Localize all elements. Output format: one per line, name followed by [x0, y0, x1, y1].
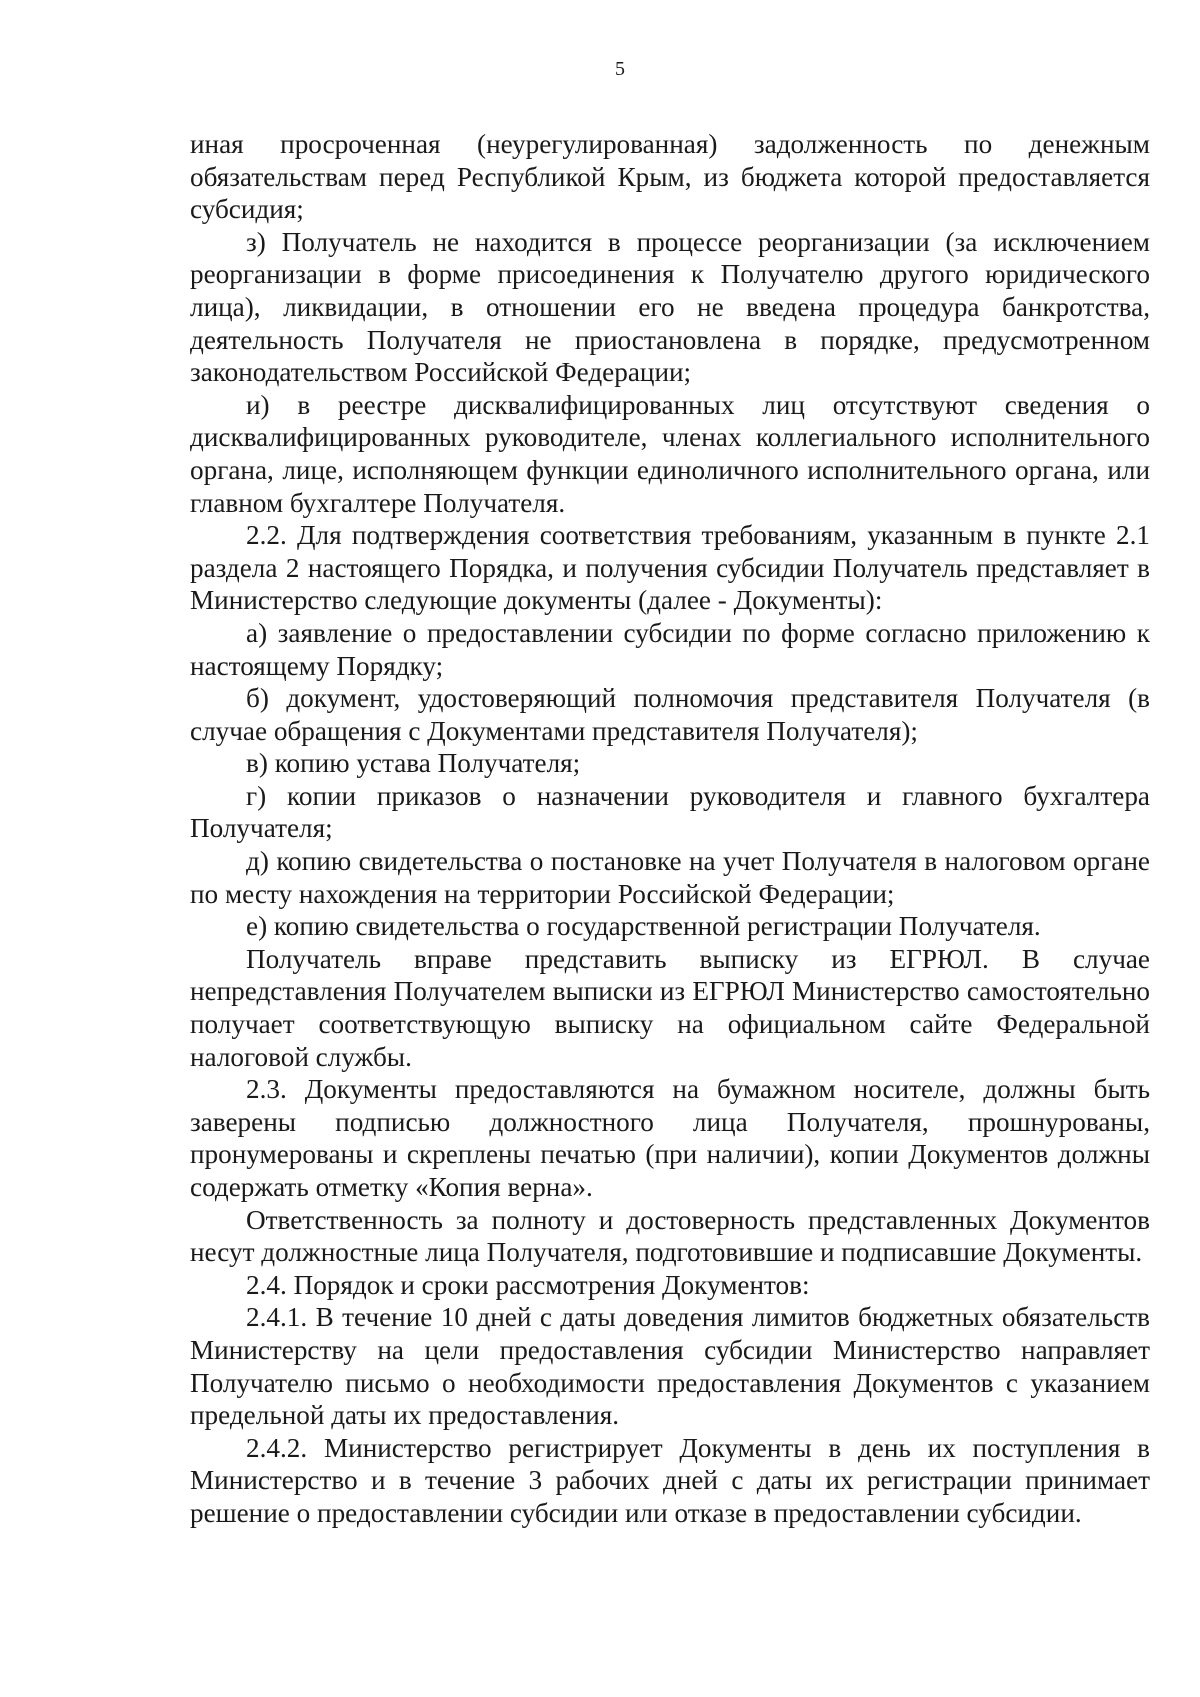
paragraph: 2.3. Документы предоставляются на бумажном носителе, должны быть заверены подписью должностного лица Получателя, прошнурованы, пронумерованы и скреплены печатью (при наличии), копии Документов должны содержать отметку «Копия верна». [190, 1074, 1150, 1202]
document-body [190, 128, 1150, 1530]
paragraph: и) в реестре дисквалифицированных лиц отсутствуют сведения о дисквалифицированных руководителе, членах коллегиального исполнительного органа, лице, исполняющем функции единоличного исполнительного органа, или главном бухгалтере Получателя. [190, 389, 1150, 518]
paragraph: в) копию устава Получателя; [246, 748, 581, 779]
paragraph: Получатель вправе представить выписку из ЕГРЮЛ. В случае непредставления Получателем выписки из ЕГРЮЛ Министерство самостоятельно получает соответствующую выписку на официальном сайте Федеральной налоговой службы. [190, 943, 1150, 1072]
paragraph: е) копию свидетельства о государственной регистрации Получателя. [246, 911, 1041, 942]
paragraph: иная просроченная (неурегулированная) задолженность по денежным обязательствам перед Республикой Крым, из бюджета которой предоставляется субсидия; [190, 129, 1150, 225]
paragraph: 2.2. Для подтверждения соответствия требованиям, указанным в пункте 2.1 раздела 2 настоящего Порядка, и получения субсидии Получатель представляет в Министерство следующие документы (далее - Документы): [190, 520, 1150, 616]
paragraph: а) заявление о предоставлении субсидии по форме согласно приложению к настоящему Порядку; [190, 617, 1150, 681]
paragraph: д) копию свидетельства о постановке на учет Получателя в налоговом органе по месту нахождения на территории Российской Федерации; [190, 846, 1150, 909]
paragraph: 2.4. Порядок и сроки рассмотрения Документов: [246, 1269, 810, 1300]
page-number: 5 [615, 58, 625, 80]
paragraph: 2.4.2. Министерство регистрирует Документы в день их поступления в Министерство и в течение 3 рабочих дней с даты их регистрации принимает решение о предоставлении субсидии или отказе в предоставлении субсидии. [190, 1432, 1150, 1528]
paragraph: Ответственность за полноту и достоверность представленных Документов несут должностные лица Получателя, подготовившие и подписавшие Документы. [190, 1204, 1150, 1268]
paragraph: б) документ, удостоверяющий полномочия представителя Получателя (в случае обращения с Документами представителя Получателя); [190, 683, 1150, 746]
paragraph: г) копии приказов о назначении руководителя и главного бухгалтера Получателя; [190, 780, 1150, 844]
paragraph: з) Получатель не находится в процессе реорганизации (за исключением реорганизации в форме присоединения к Получателю другого юридического лица), ликвидации, в отношении его не введена процедура банкротства, деятельность Получателя не приостановлена в порядке, предусмотренном законодательством Российской Федерации; [190, 226, 1150, 388]
paragraph: 2.4.1. В течение 10 дней с даты доведения лимитов бюджетных обязательств Министерству на цели предоставления субсидии Министерство направляет Получателю письмо о необходимости предоставления Документов с указанием предельной даты их предоставления. [190, 1302, 1150, 1431]
